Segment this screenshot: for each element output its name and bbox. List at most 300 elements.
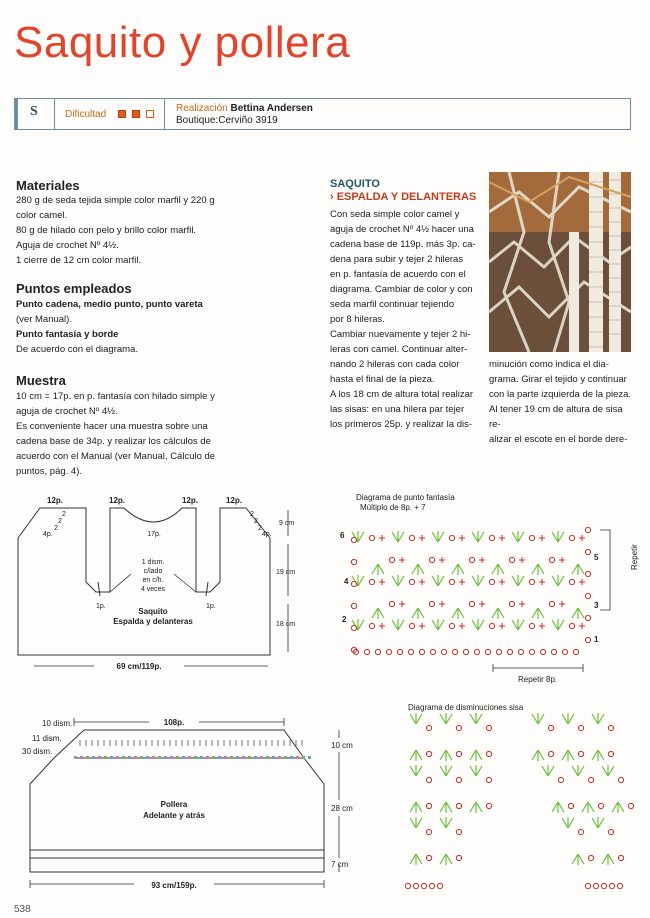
puntos-line: (ver Manual).	[16, 314, 72, 325]
treble-stitch-symbol	[410, 765, 422, 776]
single-crochet-symbol	[439, 601, 445, 607]
chain-stitch-symbol	[449, 579, 454, 584]
materiales-list	[16, 193, 316, 268]
stitch-band-mark	[86, 756, 89, 759]
chain-stitch-symbol	[609, 883, 614, 888]
difficulty-square-empty	[146, 110, 154, 118]
stitch-band-mark	[266, 756, 269, 759]
treble-stitch-symbol	[472, 619, 484, 630]
single-crochet-symbol	[439, 557, 445, 563]
chain-stitch-symbol	[568, 803, 573, 808]
treble-stitch-symbol	[440, 817, 452, 828]
row-label: 2	[342, 615, 347, 624]
saquito-line: diagrama. Cambiar de color y con	[330, 284, 473, 295]
single-crochet-symbol	[479, 557, 485, 563]
saquito-text-col1	[330, 207, 480, 432]
chain-stitch-symbol	[369, 535, 374, 540]
stitch-band-mark	[116, 756, 119, 759]
chain-stitch-symbol	[618, 777, 623, 782]
chain-stitch-symbol	[456, 803, 461, 808]
single-crochet-symbol	[419, 579, 425, 585]
treble-stitch-symbol	[470, 750, 482, 761]
single-crochet-symbol	[379, 623, 385, 629]
treble-stitch-symbol	[440, 750, 452, 761]
chain-stitch-symbol	[409, 535, 414, 540]
single-crochet-symbol	[499, 579, 505, 585]
chain-stitch-symbol	[593, 883, 598, 888]
treble-stitch-symbol	[470, 713, 482, 724]
stitch-band-mark	[230, 756, 233, 759]
diagram-subtitle: Múltiplo de 8p. + 7	[360, 503, 426, 512]
chain-stitch-symbol	[429, 557, 434, 562]
left-step: 4p.	[43, 531, 53, 538]
treble-stitch-symbol	[562, 817, 574, 828]
chain-stitch-symbol	[452, 649, 457, 654]
dec-note-line: en c/h.	[142, 577, 164, 584]
puntos-list	[16, 297, 316, 357]
saquito-line: hasta el final de la pieza.	[330, 374, 435, 385]
repeat-horizontal-label: Repetir 8p.	[518, 675, 558, 684]
chain-stitch-symbol	[426, 803, 431, 808]
page-title: Saquito y pollera	[14, 18, 351, 67]
treble-stitch-symbol	[352, 619, 364, 630]
materiales-line: 80 g de hilado con pelo y brillo color marfil.	[16, 225, 197, 236]
chain-stitch-symbol	[389, 601, 394, 606]
dec-note-line: 4 veces	[140, 586, 166, 593]
puntos-line-bold: Punto cadena, medio punto, punto vareta	[16, 299, 203, 310]
chain-stitch-symbol	[585, 571, 590, 576]
treble-stitch-symbol	[412, 608, 424, 619]
pollera-schematic	[14, 714, 359, 894]
stitch-band-mark	[170, 756, 173, 759]
stitch-band-mark	[98, 756, 101, 759]
treble-stitch-symbol	[410, 802, 422, 813]
width-label: 69 cm/119p.	[116, 662, 162, 671]
row-label-right: 5	[594, 553, 599, 562]
stitch-band-mark	[248, 756, 251, 759]
difficulty-square-filled	[132, 110, 140, 118]
chain-stitch-symbol	[585, 527, 590, 532]
saquito-line: los primeros 25p. y realizar la dis-	[330, 419, 473, 430]
materiales-line: 280 g de seda tejida simple color marfil y 220 g	[16, 195, 215, 206]
treble-stitch-symbol	[440, 802, 452, 813]
chain-stitch-symbol	[529, 535, 534, 540]
treble-stitch-symbol	[572, 854, 584, 865]
left-step: 2	[58, 518, 62, 525]
chain-stitch-symbol	[419, 649, 424, 654]
treble-stitch-symbol	[552, 619, 564, 630]
neck-label: 17p.	[147, 531, 161, 538]
stitch-band-mark	[236, 756, 239, 759]
saquito-line: cadena base de 119p. más 3p. ca-	[330, 239, 476, 250]
chain-stitch-symbol	[608, 829, 613, 834]
dim-19cm: 19 cm	[276, 569, 296, 576]
treble-stitch-symbol	[452, 564, 464, 575]
treble-stitch-symbol	[532, 750, 544, 761]
chain-stitch-symbol	[569, 623, 574, 628]
chain-stitch-symbol	[578, 751, 583, 756]
saquito-line: las sisas: en una hilera par tejer	[330, 404, 465, 415]
treble-stitch-symbol	[440, 713, 452, 724]
chain-stitch-symbol	[430, 649, 435, 654]
treble-stitch-symbol	[512, 619, 524, 630]
chain-stitch-symbol	[463, 649, 468, 654]
boutique-value: Cerviño 3919	[218, 115, 278, 126]
treble-stitch-symbol	[602, 765, 614, 776]
single-crochet-symbol	[479, 601, 485, 607]
level-letter: S	[30, 104, 38, 119]
chain-stitch-symbol	[351, 581, 356, 586]
chain-stitch-symbol	[549, 601, 554, 606]
chain-stitch-symbol	[598, 803, 603, 808]
chain-stitch-symbol	[558, 777, 563, 782]
repeat-vertical-label: Repetir	[630, 544, 639, 570]
stitch-band-mark	[152, 756, 155, 759]
treble-stitch-symbol	[410, 817, 422, 828]
muestra-heading: Muestra	[16, 373, 66, 388]
treble-stitch-symbol	[612, 802, 624, 813]
diagram-title: Diagrama de punto fantasía	[356, 493, 455, 502]
chain-stitch-symbol	[489, 535, 494, 540]
muestra-line: cadena base de 34p. y realizar los cálculos de	[16, 436, 211, 447]
treble-stitch-symbol	[470, 802, 482, 813]
materiales-line: Aguja de crochet Nº 4½.	[16, 240, 119, 251]
single-crochet-symbol	[579, 535, 585, 541]
treble-stitch-symbol	[372, 564, 384, 575]
single-crochet-symbol	[559, 601, 565, 607]
materiales-heading: Materiales	[16, 178, 80, 193]
row-label-right: 1	[594, 635, 599, 644]
stitch-band-mark	[194, 756, 197, 759]
chain-stitch-symbol	[509, 557, 514, 562]
chain-stitch-symbol	[426, 855, 431, 860]
chain-stitch-symbol	[486, 803, 491, 808]
chain-stitch-symbol	[529, 579, 534, 584]
chain-stitch-symbol	[397, 649, 402, 654]
chain-stitch-symbol	[573, 649, 578, 654]
chain-stitch-symbol	[509, 601, 514, 606]
treble-stitch-symbol	[552, 575, 564, 586]
treble-stitch-symbol	[532, 713, 544, 724]
chain-stitch-symbol	[485, 649, 490, 654]
chain-stitch-symbol	[540, 649, 545, 654]
single-crochet-symbol	[579, 623, 585, 629]
single-crochet-symbol	[559, 557, 565, 563]
muestra-line: Es conveniente hacer una muestra sobre una	[16, 421, 208, 432]
chain-stitch-symbol	[588, 855, 593, 860]
chain-stitch-symbol	[351, 559, 356, 564]
chain-stitch-symbol	[389, 557, 394, 562]
dec-note-line: 1 dism.	[141, 559, 165, 566]
treble-stitch-symbol	[432, 619, 444, 630]
stitch-band-mark	[140, 756, 143, 759]
left-step: 2	[54, 525, 58, 532]
left-step: 2	[62, 511, 66, 518]
single-crochet-symbol	[399, 601, 405, 607]
stitch-band-mark	[302, 756, 305, 759]
piece-name: Saquito	[138, 607, 168, 616]
stitch-band-mark	[104, 756, 107, 759]
treble-stitch-symbol	[392, 531, 404, 542]
treble-stitch-symbol	[352, 575, 364, 586]
chain-stitch-symbol	[601, 883, 606, 888]
saquito-schematic	[14, 492, 314, 672]
treble-stitch-symbol	[592, 750, 604, 761]
treble-stitch-symbol	[412, 564, 424, 575]
one-p-right: 1p.	[206, 603, 216, 610]
muestra-line: acuerdo con el Manual (ver Manual, Cálculo de	[16, 451, 216, 462]
chain-stitch-symbol	[618, 855, 623, 860]
chain-stitch-symbol	[426, 751, 431, 756]
chain-stitch-symbol	[585, 615, 590, 620]
single-crochet-symbol	[419, 623, 425, 629]
dism-label: 30 dism.	[22, 747, 53, 756]
stitch-band-mark	[110, 756, 113, 759]
puntos-line: De acuerdo con el diagrama.	[16, 344, 138, 355]
chain-stitch-symbol	[449, 623, 454, 628]
stitch-band-mark	[134, 756, 137, 759]
stitch-band-mark	[164, 756, 167, 759]
stitch-band-mark	[128, 756, 131, 759]
chain-stitch-symbol	[456, 751, 461, 756]
treble-stitch-symbol	[492, 608, 504, 619]
realizacion-label: Realización	[176, 103, 228, 114]
single-crochet-symbol	[499, 535, 505, 541]
chain-stitch-symbol	[375, 649, 380, 654]
chain-stitch-symbol	[456, 829, 461, 834]
divider	[164, 99, 165, 129]
divider	[54, 99, 55, 129]
treble-stitch-symbol	[532, 608, 544, 619]
info-bar	[14, 98, 631, 130]
chain-stitch-symbol	[578, 829, 583, 834]
chain-stitch-symbol	[588, 777, 593, 782]
diagram-title: Diagrama de disminuciones sisa	[408, 703, 524, 712]
treble-stitch-symbol	[452, 608, 464, 619]
knit-detail-photo	[489, 172, 631, 352]
chain-stitch-symbol	[437, 883, 442, 888]
piece-subname: Espalda y delanteras	[113, 617, 193, 626]
treble-stitch-symbol	[352, 531, 364, 542]
top-label: 108p.	[163, 718, 185, 727]
stitch-band-mark	[206, 756, 209, 759]
stitch-band-mark	[146, 756, 149, 759]
width-label: 93 cm/159p.	[151, 881, 197, 890]
chain-stitch-symbol	[608, 751, 613, 756]
stitch-band-mark	[242, 756, 245, 759]
treble-stitch-symbol	[542, 765, 554, 776]
treble-stitch-symbol	[472, 531, 484, 542]
chain-stitch-symbol	[628, 803, 633, 808]
chain-stitch-symbol	[351, 537, 356, 542]
treble-stitch-symbol	[440, 765, 452, 776]
treble-stitch-symbol	[592, 817, 604, 828]
chain-stitch-symbol	[489, 623, 494, 628]
treble-stitch-symbol	[392, 619, 404, 630]
chain-stitch-symbol	[578, 725, 583, 730]
dism-label: 10 dism.	[42, 719, 73, 728]
difficulty-label: Dificultad	[65, 109, 107, 120]
stitch-band-mark	[158, 756, 161, 759]
fantasia-stitch-diagram	[338, 490, 638, 686]
chain-stitch-symbol	[551, 649, 556, 654]
saquito-line: en p. fantasía de acuerdo con el	[330, 269, 466, 280]
chain-stitch-symbol	[351, 603, 356, 608]
chain-stitch-symbol	[569, 535, 574, 540]
chain-stitch-symbol	[549, 557, 554, 562]
single-crochet-symbol	[499, 623, 505, 629]
treble-stitch-symbol	[512, 531, 524, 542]
treble-stitch-symbol	[470, 765, 482, 776]
treble-stitch-symbol	[562, 750, 574, 761]
single-crochet-symbol	[379, 579, 385, 585]
dec-note-line: c/lado	[143, 568, 163, 575]
chain-stitch-symbol	[585, 637, 590, 642]
stitch-band-mark	[122, 756, 125, 759]
saquito-line: grama. Girar el tejido y continuar	[489, 374, 627, 385]
chain-stitch-symbol	[585, 549, 590, 554]
treble-stitch-symbol	[592, 713, 604, 724]
materiales-line: color camel.	[16, 210, 68, 221]
single-crochet-symbol	[539, 579, 545, 585]
chain-stitch-symbol	[486, 725, 491, 730]
treble-stitch-symbol	[472, 575, 484, 586]
single-crochet-symbol	[459, 623, 465, 629]
treble-stitch-symbol	[432, 531, 444, 542]
saquito-line: con la parte izquierda de la pieza.	[489, 389, 632, 400]
saquito-line: minución como indica el dia-	[489, 359, 609, 370]
single-crochet-symbol	[459, 535, 465, 541]
puntos-line-bold: Punto fantasía y borde	[16, 329, 119, 340]
one-p-left: 1p.	[96, 603, 106, 610]
treble-stitch-symbol	[492, 564, 504, 575]
treble-stitch-symbol	[512, 575, 524, 586]
row-label-right: 3	[594, 601, 599, 610]
treble-stitch-symbol	[562, 713, 574, 724]
chain-stitch-symbol	[456, 777, 461, 782]
top-label: 12p.	[109, 496, 126, 505]
piece-name: Pollera	[160, 800, 188, 809]
treble-stitch-symbol	[410, 713, 422, 724]
single-crochet-symbol	[539, 623, 545, 629]
chain-stitch-symbol	[426, 777, 431, 782]
puntos-heading: Puntos empleados	[16, 281, 132, 296]
single-crochet-symbol	[519, 557, 525, 563]
right-step: 2	[258, 525, 262, 532]
stitch-band-mark	[218, 756, 221, 759]
row-label: 4	[344, 577, 349, 586]
sisa-stitch-diagram	[398, 700, 638, 895]
chain-stitch-symbol	[474, 649, 479, 654]
stitch-band-mark	[176, 756, 179, 759]
chain-stitch-symbol	[456, 725, 461, 730]
saquito-line: Cambiar nuevamente y tejer 2 hi-	[330, 329, 471, 340]
chain-stitch-symbol	[449, 535, 454, 540]
stitch-band-mark	[182, 756, 185, 759]
treble-stitch-symbol	[392, 575, 404, 586]
chain-stitch-symbol	[496, 649, 501, 654]
dim-7cm: 7 cm	[331, 860, 349, 869]
stitch-band-mark	[92, 756, 95, 759]
dism-label: 11 dism.	[32, 734, 62, 743]
chain-stitch-symbol	[486, 777, 491, 782]
single-crochet-symbol	[519, 601, 525, 607]
saquito-line: Con seda simple color camel y	[330, 209, 460, 220]
muestra-line: puntos, pág. 4).	[16, 466, 83, 477]
chain-stitch-symbol	[518, 649, 523, 654]
single-crochet-symbol	[379, 535, 385, 541]
treble-stitch-symbol	[410, 854, 422, 865]
saquito-line: alizar el escote en el borde dere-	[489, 434, 628, 445]
treble-stitch-symbol	[552, 802, 564, 813]
saquito-heading: SAQUITO	[330, 178, 380, 190]
chain-stitch-symbol	[562, 649, 567, 654]
dim-10cm: 10 cm	[331, 741, 353, 750]
stitch-band-mark	[188, 756, 191, 759]
chain-stitch-symbol	[429, 601, 434, 606]
muestra-line: 10 cm = 17p. en p. fantasía con hilado simple y	[16, 391, 215, 402]
stitch-band-mark	[80, 756, 83, 759]
stitch-band-mark	[272, 756, 275, 759]
saquito-text-col2	[489, 357, 635, 447]
saquito-line: nando 2 hileras con cada color	[330, 359, 460, 370]
difficulty-square-filled	[118, 110, 126, 118]
stitch-band-mark	[278, 756, 281, 759]
stitch-band-mark	[308, 756, 311, 759]
chain-stitch-symbol	[489, 579, 494, 584]
treble-stitch-symbol	[440, 854, 452, 865]
dim-9cm: 9 cm	[279, 520, 295, 527]
stitch-band-mark	[200, 756, 203, 759]
chain-stitch-symbol	[548, 725, 553, 730]
muestra-list	[16, 389, 316, 479]
stitch-band-mark	[224, 756, 227, 759]
materiales-line: 1 cierre de 12 cm color marfil.	[16, 255, 142, 266]
top-label: 12p.	[182, 496, 199, 505]
credits	[176, 103, 313, 127]
chain-stitch-symbol	[507, 649, 512, 654]
chain-stitch-symbol	[569, 579, 574, 584]
stitch-band-mark	[290, 756, 293, 759]
chain-stitch-symbol	[409, 623, 414, 628]
chain-stitch-symbol	[608, 725, 613, 730]
treble-stitch-symbol	[432, 575, 444, 586]
chain-stitch-symbol	[441, 649, 446, 654]
chain-stitch-symbol	[369, 623, 374, 628]
single-crochet-symbol	[399, 557, 405, 563]
stitch-band-mark	[74, 756, 77, 759]
saquito-line: aguja de crochet Nº 4½ hacer una	[330, 224, 474, 235]
chain-stitch-symbol	[386, 649, 391, 654]
saquito-line: A los 18 cm de altura total realizar	[330, 389, 474, 400]
saquito-line: Al tener 19 cm de altura de sisa re-	[489, 404, 623, 430]
chain-stitch-symbol	[409, 579, 414, 584]
chain-stitch-symbol	[408, 649, 413, 654]
stitch-band-mark	[254, 756, 257, 759]
right-step: 2	[250, 511, 254, 518]
chain-stitch-symbol	[456, 855, 461, 860]
stitch-band-mark	[212, 756, 215, 759]
treble-stitch-symbol	[572, 564, 584, 575]
boutique-label: Boutique:	[176, 115, 219, 126]
treble-stitch-symbol	[410, 750, 422, 761]
treble-stitch-symbol	[582, 802, 594, 813]
muestra-line: aguja de crochet Nº 4½.	[16, 406, 118, 417]
page-number: 538	[14, 904, 31, 915]
chain-stitch-symbol	[351, 625, 356, 630]
chain-stitch-symbol	[421, 883, 426, 888]
chain-stitch-symbol	[548, 751, 553, 756]
